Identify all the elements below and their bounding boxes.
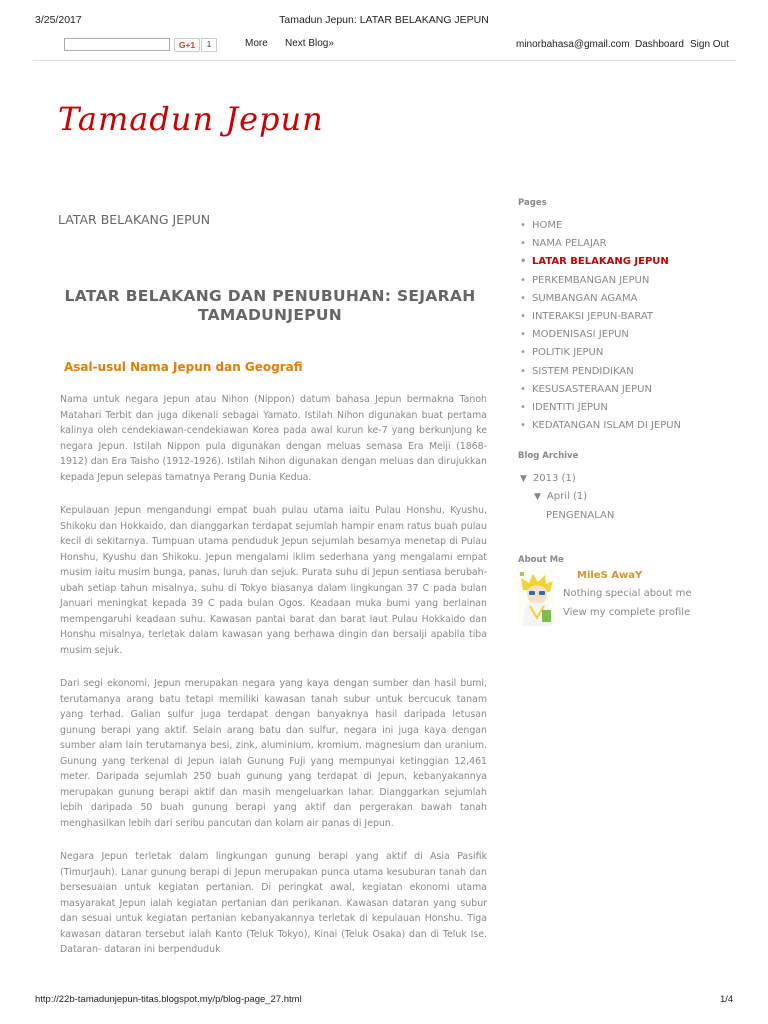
print-url: http://22b-tamadunjepun-titas.blogspot.my/p/blog-page_27.html [35,994,302,1005]
page-link-sumbangan-agama[interactable]: • SUMBANGAN AGAMA [518,290,728,308]
profile-description: Nothing special about me [563,588,692,599]
print-footer [0,994,768,1008]
blog-archive-heading: Blog Archive [518,451,579,461]
post-paragraph: Negara Jepun terletak dalam lingkungan gunung berapi yang aktif di Asia Pasifik (TimurJauh). Lanar gunung berapi di Jepun merupakan punca utama kesuburan tanah dan bersesuaian untuk kegiatan pertanian. Di peringkat awal, kegiatan ekonomi utama masyarakat Jepun ialah kegiatan pertanian dan perikanan. Kawasan dataran yang subur dan sesuai untuk kegiatan pertanian kebanyakannya terletak di kepulauan Honshu. Tiga kawasan dataran tersebut ialah Kanto (Teluk Tokyo), Kinai (Teluk Osaka) dan di Teluk Ise. Dataran- dataran ini berpenduduk [60,851,487,955]
print-date: 3/25/2017 [35,14,82,26]
dashboard-link[interactable]: Dashboard [635,39,684,50]
google-plus-count: 1 [201,38,217,52]
archive-month-label[interactable]: April (1) [546,491,588,502]
page-link-identiti-jepun[interactable]: • IDENTITI JEPUN [518,399,728,417]
pages-list [518,217,728,435]
section-heading: Asal-usul Nama Jepun dan Geografi [64,360,303,374]
page-link-nama-pelajar[interactable]: • NAMA PELAJAR [518,235,728,253]
page-link-politik-jepun[interactable]: • POLITIK JEPUN [518,344,728,362]
archive-post-link[interactable]: PENGENALAN [546,510,615,521]
triangle-down-icon[interactable]: ▼ [534,492,541,502]
profile-avatar[interactable] [518,570,555,626]
pages-heading: Pages [518,198,547,208]
page-link-interaksi-jepun-barat[interactable]: • INTERAKSI JEPUN-BARAT [518,308,728,326]
triangle-down-icon[interactable]: ▼ [520,474,527,484]
archive-year-label[interactable]: 2013 (1) [532,473,576,484]
post-paragraph: Kepulauan Jepun mengandungi empat buah pulau utama iaitu Pulau Honshu, Kyushu, Shikoku dan Hokkaido, dan dianggarkan terdapat sejumlah hampir enam ratus buah pulau kecil di sekitarnya. Tumpuan utama penduduk Jepun sejumlah besarnya menetap di Pulau Honshu, Kyushu dan Shikoku. Jepun mengalami iklim sederhana yang mengalami empat musim iaitu musim bunga, panas, luruh dan sejuk. Purata suhu di Jepun sentiasa berubah-ubah setiap tahun misalnya, suhu di Tokyo biasanya dalam lingkungan 37 C pada bulan Januari meningkat kepada 39 C pada bulan Ogos. Keadaan muka bumi yang berlainan mempengaruhi keadaan suhu. Kawasan pantai barat dan barat laut Pulau Hokkaido dan Honshu misalnya, terletak dalam kawasan yang berhawa dingin dan bersalji apabila tiba musim sejuk. [60,505,487,656]
post-paragraph: Dari segi ekonomi, Jepun merupakan negara yang kaya dengan sumber dan hasil bumi, terutamanya arang batu tetapi memiliki kawasan tanah subur untuk bercucuk tanam yang terhad. Galian sulfur juga terdapat dengan banyaknya hasil daripada letusan gunung berapi yang aktif. Selain arang batu dan sulfur, negara ini juga kaya dengan sumber alam lain terutamanya besi, zink, aluminium, kromium, magnesium dan uranium. Gunung yang terkenal di Jepun ialah Gunung Fuji yang mempunyai ketinggian 12,461 meter. Daripada sejumlah 250 buah gunung yang terdapat di Jepun, kebanyakannya merupakan gunung berapi aktif dan masih mengeluarkan lahar. Dianggarkan sejumlah lebih daripada 50 buah gunung berapi yang aktif dan pergerakan bawah tanah menghasilkan lebih dari seribu pancutan dan kolam air panas di Jepun. [60,678,487,829]
post-paragraph: Nama untuk negara Jepun atau Nihon (Nippon) datum bahasa Jepun bermakna Tanoh Matahari Terbit dan juga dikenali sebagai Yamato. Istilah Nihon digunakan buat pertama kalinya oleh cendekiawan-cendekiawan Korea pada awal kurun ke-7 yang berkunjung ke negara Jepun. Istilah Nippon pula digunakan dengan meluas semasa Era Meiji (1868-1912) dan Era Taisho (1912-1926). Istilah Nihon digunakan dengan meluas dan dirujukkan kepada Jepun selepas tamatnya Perang Dunia Kedua. [60,394,487,483]
page-link-perkembangan-jepun[interactable]: • PERKEMBANGAN JEPUN [518,272,728,290]
archive-year-toggle[interactable] [520,473,576,484]
page-title: LATAR BELAKANG JEPUN [58,212,211,227]
more-link[interactable]: More [245,38,268,49]
page-link-latar-belakang-jepun[interactable]: • LATAR BELAKANG JEPUN [518,253,728,271]
user-email: minorbahasa@gmail.com [516,39,630,50]
page-link-sistem-pendidikan[interactable]: • SISTEM PENDIDIKAN [518,363,728,381]
page-link-kesusasteraan-jepun[interactable]: • KESUSASTERAAN JEPUN [518,381,728,399]
print-page-number: 1/4 [720,994,734,1005]
about-me-heading: About Me [518,555,564,565]
view-profile-link[interactable]: View my complete profile [563,607,691,618]
archive-month-toggle[interactable] [534,491,587,502]
next-blog-link[interactable]: Next Blog» [285,38,334,49]
print-header [0,14,768,30]
blog-search-input[interactable] [64,38,170,51]
page-link-kedatangan-islam[interactable]: • KEDATANGAN ISLAM DI JEPUN [518,417,728,435]
blogger-navbar [0,36,768,58]
blog-title[interactable]: Tamadun Jepun [58,100,324,138]
post-body [60,392,487,976]
print-page-title: Tamadun Jepun: LATAR BELAKANG JEPUN [279,14,489,26]
sign-out-link[interactable]: Sign Out [690,39,729,50]
post-heading: LATAR BELAKANG DAN PENUBUHAN: SEJARAH TAMADUNJEPUN [64,287,476,324]
page-link-home[interactable]: • HOME [518,217,728,235]
sidebar [518,198,728,435]
google-plus-button[interactable]: G+1 [174,38,200,52]
page-link-modenisasi-jepun[interactable]: • MODENISASI JEPUN [518,326,728,344]
navbar-divider [33,60,736,61]
profile-name-link[interactable]: MileS AwaY [577,570,643,581]
